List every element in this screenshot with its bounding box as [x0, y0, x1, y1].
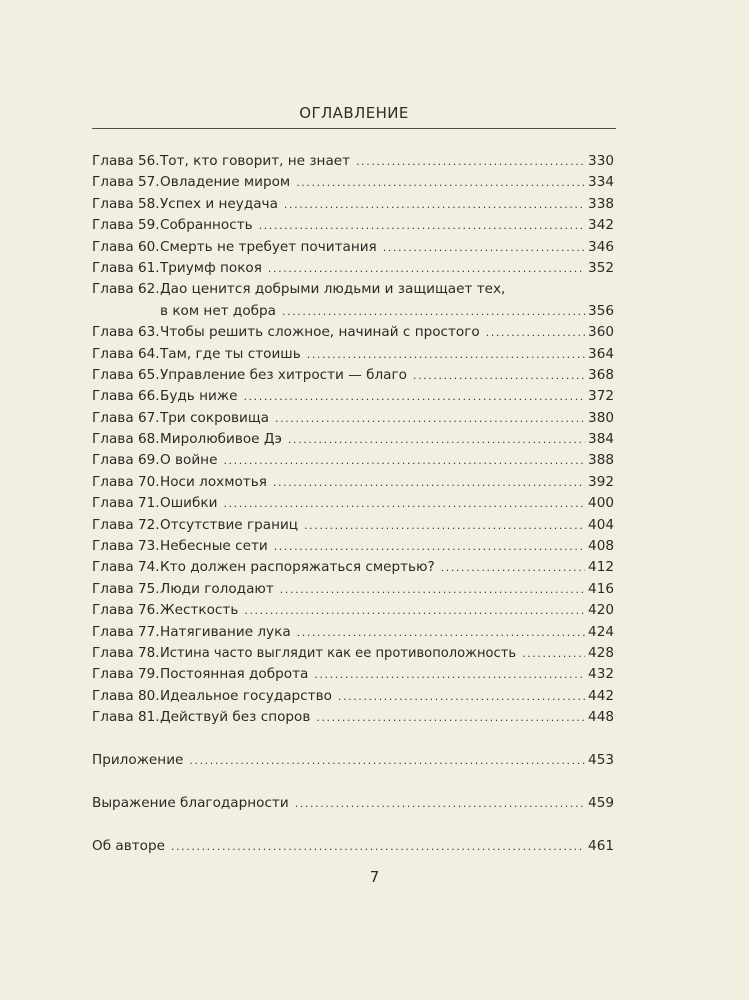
chapter-label: Глава 65. — [92, 366, 160, 383]
dot-leader — [383, 237, 585, 258]
chapter-title: Овладение миром — [160, 174, 291, 191]
chapter-label: Глава 80. — [92, 687, 160, 704]
dot-leader — [259, 215, 585, 236]
dot-leader — [338, 686, 585, 707]
dot-leader — [296, 172, 585, 193]
chapter-page: 420 — [588, 602, 614, 619]
chapter-label: Глава 81. — [92, 709, 160, 726]
chapter-title-continued: в ком нет добра — [160, 302, 276, 319]
chapter-label: Глава 68. — [92, 431, 160, 448]
toc-entry[interactable] — [92, 258, 614, 279]
chapter-label: Глава 64. — [92, 345, 160, 362]
dot-leader — [171, 836, 585, 857]
chapter-label: Глава 63. — [92, 324, 160, 341]
dot-leader — [189, 750, 585, 771]
chapter-title: Там, где ты стоишь — [160, 345, 301, 362]
chapter-label: Глава 70. — [92, 473, 160, 490]
chapter-title: Действуй без споров — [160, 709, 311, 726]
chapter-page: 342 — [588, 217, 614, 234]
dot-leader — [413, 365, 585, 386]
dot-leader — [284, 194, 585, 215]
chapter-page: 352 — [588, 259, 614, 276]
chapter-label: Глава 75. — [92, 580, 160, 597]
dot-leader — [273, 472, 585, 493]
chapter-title: Ошибки — [160, 495, 218, 512]
toc-entry[interactable] — [92, 622, 614, 643]
dot-leader — [244, 600, 585, 621]
chapter-page: 448 — [588, 709, 614, 726]
toc-entry[interactable] — [92, 643, 614, 664]
toc-entry[interactable] — [92, 172, 614, 193]
chapter-label: Глава 74. — [92, 559, 160, 576]
dot-leader — [282, 301, 585, 322]
chapter-page: 404 — [588, 516, 614, 533]
dot-leader — [295, 793, 585, 814]
toc-entry-about-author[interactable] — [92, 836, 614, 857]
chapter-title: Миролюбивое Дэ — [160, 431, 282, 448]
section-page: 459 — [588, 794, 614, 811]
chapter-page: 442 — [588, 687, 614, 704]
chapter-title: Тот, кто говорит, не знает — [160, 153, 351, 169]
toc-entry[interactable] — [92, 515, 614, 536]
dot-leader — [486, 322, 585, 343]
chapter-label: Глава 69. — [92, 452, 160, 469]
table-of-contents — [92, 151, 614, 857]
dot-leader — [314, 664, 585, 685]
toc-entry[interactable] — [92, 365, 614, 386]
dot-leader — [441, 557, 585, 578]
chapter-page: 388 — [588, 452, 614, 469]
dot-leader — [288, 429, 585, 450]
dot-leader — [280, 579, 585, 600]
chapter-title: Смерть не требует почитания — [160, 238, 377, 255]
chapter-title: Натягивание лука — [160, 623, 291, 640]
chapter-title: Небесные сети — [160, 538, 268, 555]
toc-entry[interactable] — [92, 600, 614, 621]
chapter-title: Три сокровища — [160, 409, 270, 426]
toc-entry[interactable] — [92, 408, 614, 429]
spacer — [92, 771, 614, 792]
chapter-label: Глава 76. — [92, 602, 160, 619]
chapter-label: Глава 73. — [92, 538, 160, 555]
toc-entry[interactable] — [92, 386, 614, 407]
chapter-title: Истина часто выглядит как ее противоположность — [160, 645, 517, 661]
chapter-title: О войне — [160, 452, 218, 469]
chapter-page: 368 — [588, 366, 614, 383]
chapter-label: Глава 60. — [92, 238, 160, 255]
chapter-label: Глава 77. — [92, 623, 160, 640]
chapter-title: Носи лохмотья — [160, 473, 267, 490]
toc-entry[interactable] — [92, 686, 614, 707]
toc-entry[interactable] — [92, 151, 614, 172]
chapter-label: Глава 56. — [92, 153, 160, 169]
toc-entry[interactable] — [92, 450, 614, 471]
chapter-title: Люди голодают — [160, 580, 274, 597]
dot-leader — [297, 622, 585, 643]
chapter-page: 432 — [588, 666, 614, 683]
chapter-page: 412 — [588, 559, 614, 576]
chapter-label: Глава 57. — [92, 174, 160, 191]
toc-entry[interactable] — [92, 322, 614, 343]
chapter-page: 424 — [588, 623, 614, 640]
dot-leader — [316, 707, 585, 728]
dot-leader — [356, 151, 585, 172]
toc-entry[interactable] — [92, 536, 614, 557]
toc-entry[interactable] — [92, 707, 614, 728]
chapter-label: Глава 72. — [92, 516, 160, 533]
chapter-label: Глава 61. — [92, 259, 160, 276]
chapter-label: Глава 62. — [92, 281, 160, 298]
chapter-page: 372 — [588, 388, 614, 405]
section-page: 453 — [588, 751, 614, 768]
chapter-title: Дао ценится добрыми людьми и защищает тех, — [160, 281, 506, 298]
dot-leader — [275, 408, 585, 429]
page-title: ОГЛАВЛЕНИЕ — [92, 104, 616, 129]
toc-entry[interactable] — [92, 557, 614, 578]
toc-entry[interactable] — [92, 493, 614, 514]
dot-leader — [307, 344, 585, 365]
chapter-title: Чтобы решить сложное, начинай с простого — [160, 324, 480, 341]
chapter-page: 338 — [588, 195, 614, 212]
chapter-label: Глава 78. — [92, 644, 160, 661]
chapter-page: 364 — [588, 345, 614, 362]
toc-entry-continued[interactable] — [92, 301, 614, 322]
chapter-page: 346 — [588, 238, 614, 255]
dot-leader — [243, 386, 585, 407]
chapter-title: Жесткость — [160, 602, 239, 619]
chapter-page: 330 — [588, 153, 614, 169]
toc-entry[interactable] — [92, 472, 614, 493]
chapter-page: 400 — [588, 495, 614, 512]
dot-leader — [522, 643, 585, 664]
chapter-page: 392 — [588, 473, 614, 490]
chapter-label: Глава 66. — [92, 388, 160, 405]
toc-entry-acknowledgements[interactable] — [92, 793, 614, 814]
section-title: Выражение благодарности — [92, 794, 289, 811]
chapter-label: Глава 67. — [92, 409, 160, 426]
chapter-label: Глава 71. — [92, 495, 160, 512]
chapter-title: Управление без хитрости — благо — [160, 366, 407, 383]
toc-entry[interactable] — [92, 579, 614, 600]
chapter-title: Будь ниже — [160, 388, 238, 405]
section-page: 461 — [588, 837, 614, 854]
chapter-page: 384 — [588, 431, 614, 448]
chapter-page: 334 — [588, 174, 614, 191]
toc-entry[interactable] — [92, 664, 614, 685]
chapter-page: 428 — [588, 644, 614, 661]
spacer — [92, 729, 614, 750]
toc-entry[interactable] — [92, 237, 614, 258]
chapter-label: Глава 59. — [92, 217, 160, 234]
chapter-title: Триумф покоя — [160, 259, 262, 276]
toc-entry[interactable] — [92, 215, 614, 236]
chapter-title: Успех и неудача — [160, 195, 278, 212]
chapter-page: 380 — [588, 409, 614, 426]
chapter-page: 408 — [588, 538, 614, 555]
chapter-page: 356 — [588, 302, 614, 319]
dot-leader — [223, 450, 585, 471]
toc-entry[interactable] — [92, 279, 614, 300]
spacer — [92, 814, 614, 835]
dot-leader — [223, 493, 585, 514]
section-title: Приложение — [92, 751, 184, 768]
page-number: 7 — [369, 868, 380, 886]
dot-leader — [274, 536, 585, 557]
section-title: Об авторе — [92, 837, 165, 854]
toc-entry-appendix[interactable] — [92, 750, 614, 771]
chapter-title: Кто должен распоряжаться смертью? — [160, 559, 435, 576]
dot-leader — [304, 515, 585, 536]
toc-entry[interactable] — [92, 194, 614, 215]
chapter-title: Отсутствие границ — [160, 516, 299, 533]
toc-entry[interactable] — [92, 429, 614, 450]
chapter-label: Глава 79. — [92, 666, 160, 683]
chapter-title: Идеальное государство — [160, 687, 332, 704]
chapter-title: Постоянная доброта — [160, 666, 309, 683]
chapter-page: 416 — [588, 580, 614, 597]
chapter-page: 360 — [588, 324, 614, 341]
dot-leader — [268, 258, 585, 279]
toc-entry[interactable] — [92, 344, 614, 365]
chapter-title: Собранность — [160, 217, 253, 234]
chapter-label: Глава 58. — [92, 195, 160, 212]
